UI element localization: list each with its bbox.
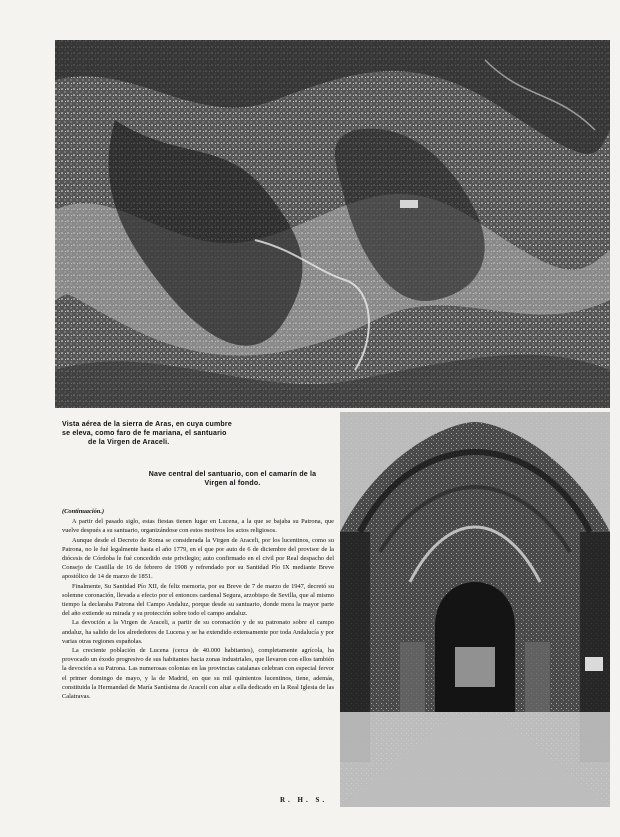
aerial-caption-line-1: Vista aérea de la sierra de Aras, en cuya cumbre xyxy=(62,421,232,428)
interior-photo-caption xyxy=(130,470,335,488)
aerial-photo-caption xyxy=(62,420,332,447)
sanctuary-interior-image xyxy=(340,412,610,807)
article-paragraph-4: La devoción a la Virgen de Araceli, a partir de su coronación y de su patronato sobre el campo andaluz, ha salido de los alrededores de Lucena y se ha extendido extensamente por toda Andalucía y por varias otras regiones españolas. xyxy=(62,619,334,645)
article-paragraph-3: Finalmente, Su Santidad Pío XII, de feliz memoria, por su Breve de 7 de marzo de 1947, decretó su solemne coronación, llevada a efecto por el entonces cardenal Segura, arzobispo de Sevilla, que al mismo tiempo la declaraba Patrona del Campo Andaluz, porque desde su santuario, donde mora la mayor parte del año extiende su mirada y su protección sobre todo el campo andaluz. xyxy=(62,582,334,618)
article-paragraph-1: A partir del pasado siglo, estas fiestas tienen lugar en Lucena, a la que se bajaba su Patrona, que vuelve después a su santuario, organizándose con estos motivos los actos religiosos. xyxy=(62,518,334,535)
aerial-photo-image xyxy=(55,40,610,408)
interior-caption-line-1: Nave central del santuario, con el camarín de la xyxy=(148,471,317,478)
article-paragraph-5: La creciente población de Lucena (cerca de 40.000 habitantes), completamente agrícola, ha provocado un éxodo progresivo de sus habitantes hacia zonas industriales, que llevaron con ellos también la devoción a su Patrona. Las numerosas colonias en las provincias catalanas celebran con especial fervor el primer domingo de mayo, y la de Madrid, en que su mil quinientos lucentinos, tiene, además, constituida la Hermandad de María Santísima de Araceli con altar a ella dedicado en la Real Iglesia de las Calatravas. xyxy=(62,647,334,701)
article-paragraph-2: Aunque desde el Decreto de Roma se considerada la Virgen de Araceli, por los lucentinos, como su Patrona, no le fué legalmente hasta el año 1779, en el que por auto de 6 de diciembre del provisor de la diócesis de Córdoba le fué concedido este privilegio; auto confirmado en el civil por Real despacho del Consejo de Castilla de 16 de febrero de 1908 y refrendado por su Santidad Pío IX mediante Breve apostólico de 14 de marzo de 1851. xyxy=(62,536,334,581)
article-heading: (Continuación.) xyxy=(62,508,105,515)
interior-caption-line-2: Virgen al fondo. xyxy=(204,480,261,487)
aerial-caption-line-2: se eleva, como faro de fe mariana, el santuario xyxy=(62,430,227,437)
aerial-photo-sierra-de-aras xyxy=(55,40,610,408)
sanctuary-interior-photo xyxy=(340,412,610,807)
author-signature: R. H. S. xyxy=(280,796,328,804)
article-body xyxy=(62,507,334,701)
aerial-caption-line-3: de la Virgen de Araceli. xyxy=(88,439,170,446)
